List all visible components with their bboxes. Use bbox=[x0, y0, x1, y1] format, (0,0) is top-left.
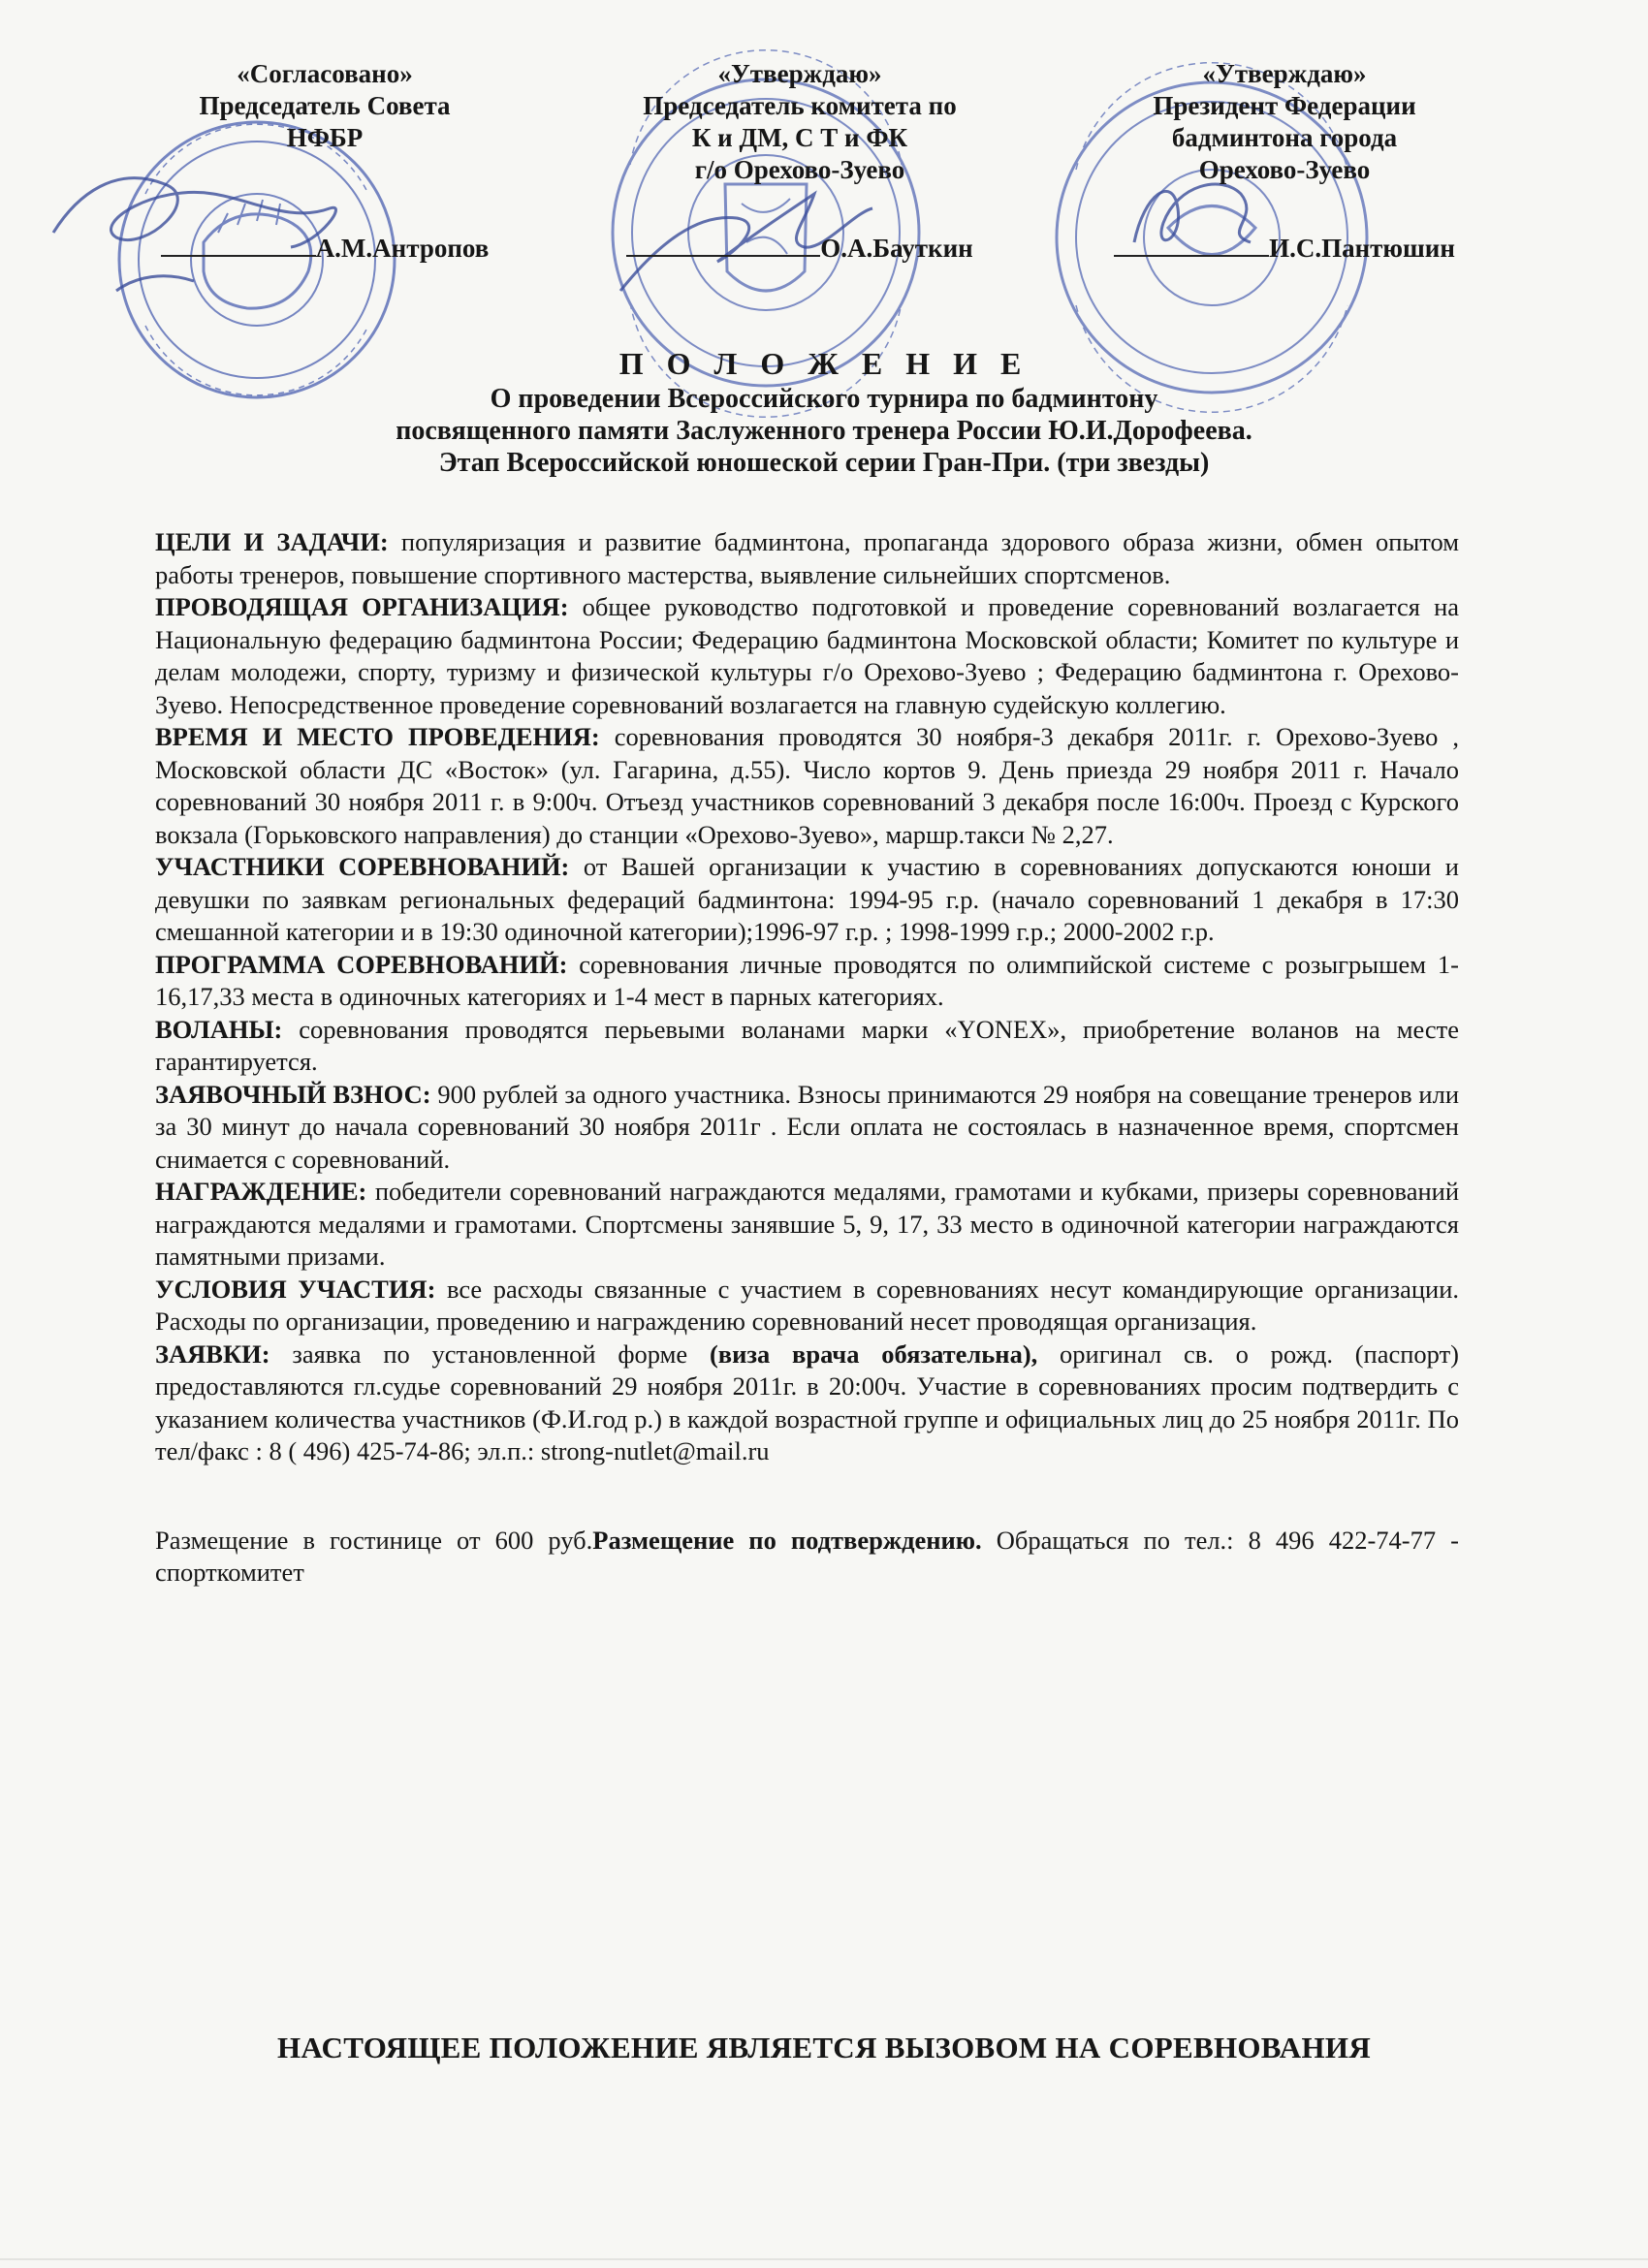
section-label: УЧАСТНИКИ СОРЕВНОВАНИЙ: bbox=[155, 852, 570, 881]
document-body bbox=[155, 526, 1459, 1590]
scan-edge bbox=[0, 2258, 1648, 2260]
section-label: ПРОГРАММА СОРЕВНОВАНИЙ: bbox=[155, 949, 568, 979]
approval-position: Президент Федерации bbox=[1153, 91, 1416, 120]
accommodation-contact: Обращаться по тел.: 8 496 422-74-77 - спорткомитет bbox=[155, 1525, 1459, 1587]
document-subtitle-line: посвященного памяти Заслуженного тренера России Ю.И.Дорофеева. bbox=[396, 416, 1252, 446]
approval-federation bbox=[1057, 58, 1512, 265]
section-label: ВОЛАНЫ: bbox=[155, 1014, 283, 1044]
section-applications bbox=[155, 1339, 1459, 1468]
approval-position: бадминтона города bbox=[1171, 123, 1398, 152]
accommodation-text: Размещение в гостинице от 600 руб. bbox=[155, 1525, 593, 1555]
document-subtitle-line: Этап Всероссийской юношеской серии Гран-При. (три звезды) bbox=[438, 448, 1210, 478]
section-text: победители соревнований награждаются медалями, грамотами и кубками, призеры соревнований награждаются медалями и грамотами. Спортсмены занявшие 5, 9, 17, 33 место в одиночной категории награждаются памятными призами. bbox=[155, 1177, 1459, 1271]
approval-heading: «Согласовано» bbox=[237, 59, 413, 88]
section-awards bbox=[155, 1176, 1459, 1274]
approval-blocks bbox=[0, 58, 1648, 291]
section-text: все расходы связанные с участием в соревнованиях несут командирующие организации. Расходы по организации, проведению и награждению соревнований несет проводящая организация. bbox=[155, 1274, 1460, 1336]
approval-heading: «Утверждаю» bbox=[717, 59, 882, 88]
medical-visa-note: (виза врача обязательна), bbox=[709, 1339, 1038, 1369]
section-organizer bbox=[155, 591, 1459, 721]
approval-position: НФБР bbox=[286, 123, 364, 152]
section-text: оригинал св. о рожд. (паспорт) предоставляются гл.судье соревнований 29 ноября 2011г. в 20:00ч. Участие в соревнованиях просим подтвердить с указанием количества участников (Ф.И.год р.) в каждой возрастной группе и официальных лиц до 25 ноября 2011г. По тел/факс : 8 ( 496) 425-74-86; эл.п.: strong-nutlet@mail.ru bbox=[155, 1339, 1459, 1465]
section-conditions bbox=[155, 1274, 1459, 1339]
section-entry-fee bbox=[155, 1079, 1459, 1177]
section-shuttlecocks bbox=[155, 1014, 1459, 1079]
section-time-place bbox=[155, 721, 1459, 851]
section-label: ВРЕМЯ И МЕСТО ПРОВЕДЕНИЯ: bbox=[155, 722, 600, 751]
section-label: УСЛОВИЯ УЧАСТИЯ: bbox=[155, 1274, 436, 1304]
section-goals bbox=[155, 526, 1459, 591]
document-subtitle-line: О проведении Всероссийского турнира по бадминтону bbox=[490, 384, 1158, 414]
section-text: популяризация и развитие бадминтона, пропаганда здорового образа жизни, обмен опытом работы тренеров, повышение спортивного мастерства, выявление сильнейших спортсменов. bbox=[155, 527, 1460, 589]
section-label: ЦЕЛИ И ЗАДАЧИ: bbox=[155, 527, 389, 556]
closing-statement: НАСТОЯЩЕЕ ПОЛОЖЕНИЕ ЯВЛЯЕТСЯ ВЫЗОВОМ НА СОРЕВНОВАНИЯ bbox=[276, 2031, 1372, 2064]
section-text: заявка по установленной форме bbox=[269, 1339, 710, 1369]
section-participants bbox=[155, 851, 1459, 949]
approval-position: Председатель Совета bbox=[199, 91, 451, 120]
approval-position: Орехово-Зуево bbox=[1198, 155, 1371, 184]
section-label: ЗАЯВОЧНЫЙ ВЗНОС: bbox=[155, 1079, 431, 1109]
section-label: ПРОВОДЯЩАЯ ОРГАНИЗАЦИЯ: bbox=[155, 592, 569, 621]
signature-line bbox=[1057, 233, 1512, 265]
approval-agreed bbox=[145, 58, 504, 265]
signature-line bbox=[572, 233, 1028, 265]
section-accommodation bbox=[155, 1525, 1459, 1590]
approval-position: г/о Орехово-Зуево bbox=[694, 155, 905, 184]
accommodation-note: Размещение по подтверждению. bbox=[592, 1525, 982, 1555]
signer-name: И.С.Пантюшин bbox=[1269, 234, 1455, 263]
signature-line bbox=[145, 233, 504, 265]
section-text: от Вашей организации к участию в соревнованиях допускаются юноши и девушки по заявкам региональных федераций бадминтона: 1994-95 г.р. (начало соревнований 1 декабря в 17:30 смешанной категории и в 19:30 одиночной категории);1996-97 г.р. ; 1998-1999 г.р.; 2000-2002 г.р. bbox=[155, 852, 1459, 946]
approval-heading: «Утверждаю» bbox=[1202, 59, 1367, 88]
signer-name: А.М.Антропов bbox=[315, 234, 490, 263]
section-text: 900 рублей за одного участника. Взносы принимаются 29 ноября на совещание тренеров или за 30 минут до начала соревнований 30 ноября 2011г . Если оплата не состоялась в назначенное время, спортсмен снимается с соревнований. bbox=[155, 1079, 1459, 1174]
approval-position: К и ДМ, С Т и ФК bbox=[691, 123, 908, 152]
section-text: соревнования проводятся перьевыми воланами марки «YONEX», приобретение воланов на месте гарантируется. bbox=[155, 1014, 1459, 1076]
approval-committee bbox=[572, 58, 1028, 265]
section-text: соревнования проводятся 30 ноября-3 декабря 2011г. г. Орехово-Зуево , Московской области ДС «Восток» (ул. Гагарина, д.55). Число кортов 9. День приезда 29 ноября 2011 г. Начало соревнований 30 ноября 2011 г. в 9:00ч. Отъезд участников соревнований 3 декабря после 16:00ч. Проезд с Курского вокзала (Горьковского направления) до станции «Орехово-Зуево», маршр.такси № 2,27. bbox=[155, 722, 1459, 849]
signer-name: О.А.Бауткин bbox=[820, 234, 973, 263]
approval-position: Председатель комитета по bbox=[643, 91, 957, 120]
section-text: общее руководство подготовкой и проведение соревнований возлагается на Национальную федерацию бадминтона России; Федерацию бадминтона Московской области; Комитет по культуре и делам молодежи, спорту, туризму и физической культуры г/о Орехово-Зуево ; Федерацию бадминтона г. Орехово-Зуево. Непосредственное проведение соревнований возлагается на главную судейскую коллегию. bbox=[155, 592, 1460, 719]
document-title: П О Л О Ж Е Н И Е bbox=[618, 346, 1030, 381]
section-label: ЗАЯВКИ: bbox=[155, 1339, 270, 1369]
section-text: соревнования личные проводятся по олимпийской системе с розыгрышем 1-16,17,33 места в одиночных категориях и 1-4 мест в парных категориях. bbox=[155, 949, 1459, 1011]
section-program bbox=[155, 949, 1459, 1014]
document-title-block bbox=[0, 344, 1648, 479]
section-label: НАГРАЖДЕНИЕ: bbox=[155, 1177, 367, 1206]
